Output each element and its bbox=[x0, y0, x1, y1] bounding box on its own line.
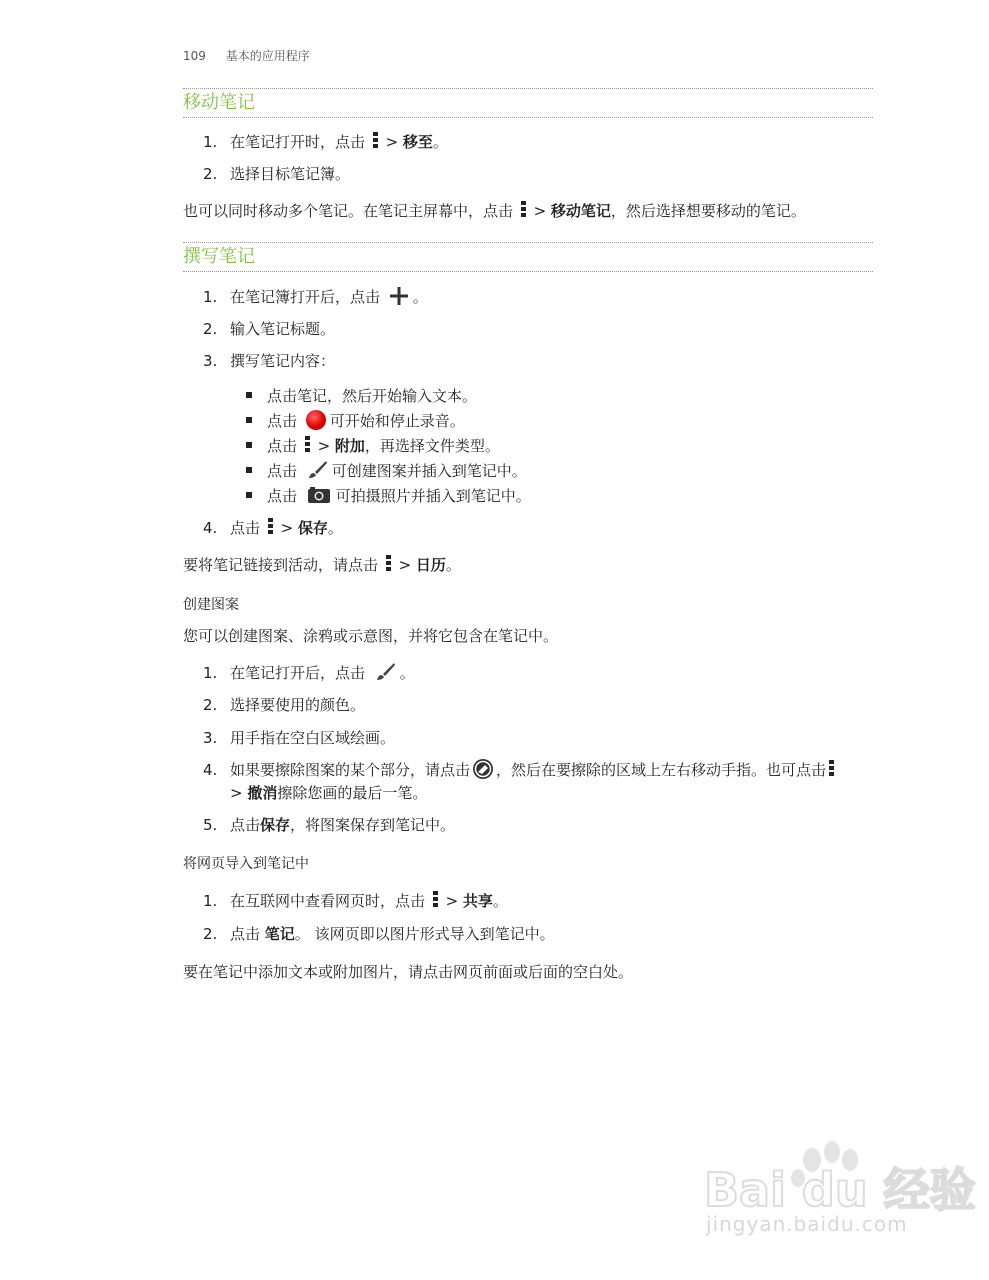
page-header bbox=[183, 47, 310, 64]
import-step-2: 2. 点击 笔记。 该网页即以图片形式导入到笔记中。 bbox=[203, 925, 555, 943]
write-bullet-4: 点击 可创建图案并插入到笔记中。 bbox=[246, 460, 527, 482]
write-bullet-1: 点击笔记，然后开始输入文本。 bbox=[246, 385, 477, 407]
menu-icon bbox=[268, 518, 273, 535]
menu-icon bbox=[829, 760, 834, 777]
write-paragraph: 要将笔记链接到活动，请点击 > 日历。 bbox=[183, 556, 461, 574]
write-step-4: 4. 点击 > 保存。 bbox=[203, 519, 343, 537]
camera-icon bbox=[307, 486, 331, 504]
write-bullet-2: 点击 可开始和停止录音。 bbox=[246, 410, 465, 432]
write-bullet-5: 点击 可拍摄照片并插入到笔记中。 bbox=[246, 485, 531, 507]
import-step-1: 1. 在互联网中查看网页时，点击 > 共享。 bbox=[203, 892, 508, 910]
menu-icon bbox=[373, 132, 378, 149]
watermark-url: jingyan.baidu.com bbox=[706, 1212, 908, 1236]
brush-icon bbox=[306, 460, 328, 480]
move-step-2: 2. 选择目标笔记簿。 bbox=[203, 165, 351, 183]
eraser-icon bbox=[472, 758, 494, 780]
chapter-title: 基本的应用程序 bbox=[225, 49, 310, 63]
menu-icon bbox=[305, 436, 310, 453]
drawing-step-1: 1. 在笔记打开后，点击 。 bbox=[203, 662, 415, 684]
import-paragraph: 要在笔记中添加文本或附加图片，请点击网页前面或后面的空白处。 bbox=[183, 963, 634, 981]
move-paragraph: 也可以同时移动多个笔记。在笔记主屏幕中，点击 > 移动笔记，然后选择想要移动的笔记。 bbox=[183, 202, 806, 220]
brush-icon bbox=[374, 662, 396, 682]
write-bullet-3: 点击 > 附加，再选择文件类型。 bbox=[246, 435, 500, 457]
menu-icon bbox=[433, 891, 438, 908]
write-step-3: 3. 撰写笔记内容： bbox=[203, 352, 336, 370]
drawing-step-5: 5. 点击保存，将图案保存到笔记中。 bbox=[203, 816, 456, 834]
subhead-create-drawing: 创建图案 bbox=[183, 597, 239, 613]
menu-icon bbox=[386, 555, 391, 572]
section-title-move-notes: 移动笔记 bbox=[183, 88, 873, 118]
write-step-2: 2. 输入笔记标题。 bbox=[203, 320, 336, 338]
subhead-import-web: 将网页导入到笔记中 bbox=[183, 856, 309, 872]
move-step-1: 1. 在笔记打开时，点击 > 移至。 bbox=[203, 133, 448, 151]
write-step-1: 1. 在笔记簿打开后，点击 。 bbox=[203, 286, 428, 308]
section-title-write-notes: 撰写笔记 bbox=[183, 242, 873, 272]
plus-icon bbox=[389, 286, 409, 306]
page-number: 109 bbox=[183, 49, 206, 63]
drawing-intro: 您可以创建图案、涂鸦或示意图，并将它包含在笔记中。 bbox=[183, 627, 559, 645]
drawing-step-4: 4. 如果要擦除图案的某个部分，请点击 ，然后在要擦除的区域上左右移动手指。也可点击 > 撤消擦除您画的最后一笔。 bbox=[203, 759, 883, 804]
drawing-step-2: 2. 选择要使用的颜色。 bbox=[203, 696, 366, 714]
svg-text:Bai du 经验: Bai du 经验 bbox=[704, 1163, 976, 1217]
menu-icon bbox=[521, 201, 526, 218]
record-icon bbox=[306, 410, 326, 430]
drawing-step-3: 3. 用手指在空白区域绘画。 bbox=[203, 729, 396, 747]
